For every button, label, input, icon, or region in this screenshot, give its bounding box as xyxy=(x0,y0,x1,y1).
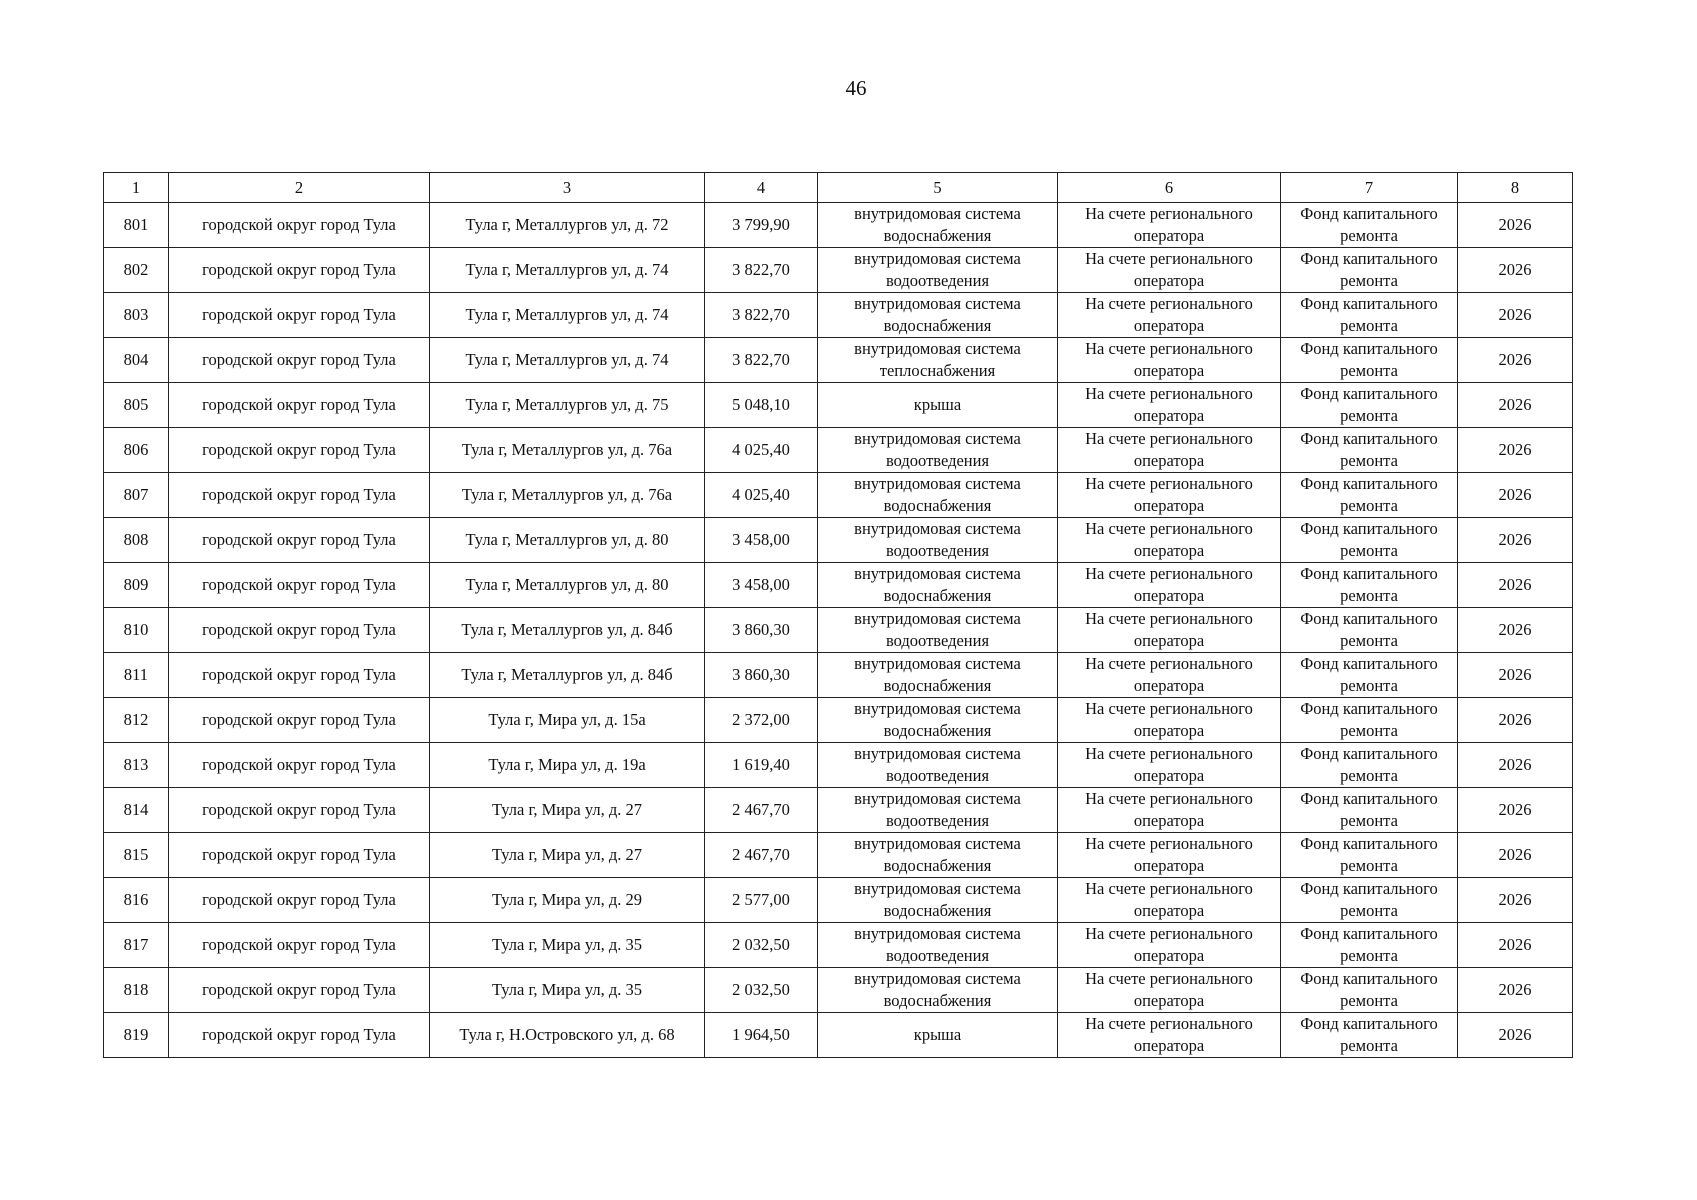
municipality-cell: городской округ город Тула xyxy=(169,968,430,1013)
address-cell: Тула г, Металлургов ул, д. 75 xyxy=(430,383,705,428)
address-cell: Тула г, Мира ул, д. 35 xyxy=(430,968,705,1013)
row-number-cell: 807 xyxy=(104,473,169,518)
work-type-cell: внутридомовая система водоотведения xyxy=(818,743,1058,788)
year-cell: 2026 xyxy=(1458,383,1573,428)
work-type-cell: внутридомовая система водоснабжения xyxy=(818,203,1058,248)
funding-source-cell: Фонд капитального ремонта xyxy=(1281,878,1458,923)
municipality-cell: городской округ город Тула xyxy=(169,383,430,428)
work-type-cell: внутридомовая система водоснабжения xyxy=(818,968,1058,1013)
year-cell: 2026 xyxy=(1458,203,1573,248)
fund-method-cell: На счете регионального оператора xyxy=(1058,833,1281,878)
fund-method-cell: На счете регионального оператора xyxy=(1058,428,1281,473)
year-cell: 2026 xyxy=(1458,608,1573,653)
address-cell: Тула г, Мира ул, д. 15а xyxy=(430,698,705,743)
table-row xyxy=(104,1013,1573,1058)
year-cell: 2026 xyxy=(1458,473,1573,518)
fund-method-cell: На счете регионального оператора xyxy=(1058,653,1281,698)
funding-source-cell: Фонд капитального ремонта xyxy=(1281,338,1458,383)
funding-source-cell: Фонд капитального ремонта xyxy=(1281,293,1458,338)
area-cell: 2 372,00 xyxy=(705,698,818,743)
area-cell: 3 822,70 xyxy=(705,248,818,293)
row-number-cell: 812 xyxy=(104,698,169,743)
work-type-cell: внутридомовая система водоснабжения xyxy=(818,473,1058,518)
funding-source-cell: Фонд капитального ремонта xyxy=(1281,248,1458,293)
fund-method-cell: На счете регионального оператора xyxy=(1058,383,1281,428)
table-row xyxy=(104,653,1573,698)
address-cell: Тула г, Металлургов ул, д. 74 xyxy=(430,338,705,383)
address-cell: Тула г, Металлургов ул, д. 80 xyxy=(430,518,705,563)
address-cell: Тула г, Мира ул, д. 29 xyxy=(430,878,705,923)
fund-method-cell: На счете регионального оператора xyxy=(1058,923,1281,968)
table-row xyxy=(104,293,1573,338)
table-row xyxy=(104,833,1573,878)
work-type-cell: внутридомовая система водоснабжения xyxy=(818,833,1058,878)
work-type-cell: внутридомовая система водоотведения xyxy=(818,788,1058,833)
fund-method-cell: На счете регионального оператора xyxy=(1058,203,1281,248)
municipality-cell: городской округ город Тула xyxy=(169,923,430,968)
year-cell: 2026 xyxy=(1458,833,1573,878)
area-cell: 3 799,90 xyxy=(705,203,818,248)
address-cell: Тула г, Металлургов ул, д. 80 xyxy=(430,563,705,608)
area-cell: 2 032,50 xyxy=(705,968,818,1013)
table-row xyxy=(104,923,1573,968)
funding-source-cell: Фонд капитального ремонта xyxy=(1281,428,1458,473)
table-row xyxy=(104,203,1573,248)
work-type-cell: внутридомовая система водоотведения xyxy=(818,518,1058,563)
municipality-cell: городской округ город Тула xyxy=(169,518,430,563)
work-type-cell: внутридомовая система водоснабжения xyxy=(818,653,1058,698)
area-cell: 3 458,00 xyxy=(705,518,818,563)
work-type-cell: крыша xyxy=(818,383,1058,428)
year-cell: 2026 xyxy=(1458,698,1573,743)
column-number: 8 xyxy=(1458,173,1573,203)
row-number-cell: 819 xyxy=(104,1013,169,1058)
funding-source-cell: Фонд капитального ремонта xyxy=(1281,203,1458,248)
capital-repair-table xyxy=(103,172,1573,1058)
fund-method-cell: На счете регионального оператора xyxy=(1058,788,1281,833)
area-cell: 3 458,00 xyxy=(705,563,818,608)
fund-method-cell: На счете регионального оператора xyxy=(1058,968,1281,1013)
address-cell: Тула г, Мира ул, д. 27 xyxy=(430,833,705,878)
work-type-cell: внутридомовая система теплоснабжения xyxy=(818,338,1058,383)
table-row xyxy=(104,518,1573,563)
municipality-cell: городской округ город Тула xyxy=(169,608,430,653)
municipality-cell: городской округ город Тула xyxy=(169,293,430,338)
work-type-cell: внутридомовая система водоснабжения xyxy=(818,698,1058,743)
row-number-cell: 806 xyxy=(104,428,169,473)
municipality-cell: городской округ город Тула xyxy=(169,878,430,923)
address-cell: Тула г, Мира ул, д. 35 xyxy=(430,923,705,968)
table-row xyxy=(104,338,1573,383)
row-number-cell: 811 xyxy=(104,653,169,698)
row-number-cell: 809 xyxy=(104,563,169,608)
year-cell: 2026 xyxy=(1458,293,1573,338)
municipality-cell: городской округ город Тула xyxy=(169,743,430,788)
address-cell: Тула г, Металлургов ул, д. 72 xyxy=(430,203,705,248)
column-number: 5 xyxy=(818,173,1058,203)
area-cell: 4 025,40 xyxy=(705,473,818,518)
year-cell: 2026 xyxy=(1458,563,1573,608)
address-cell: Тула г, Мира ул, д. 27 xyxy=(430,788,705,833)
row-number-cell: 817 xyxy=(104,923,169,968)
address-cell: Тула г, Металлургов ул, д. 74 xyxy=(430,248,705,293)
area-cell: 3 822,70 xyxy=(705,338,818,383)
area-cell: 2 577,00 xyxy=(705,878,818,923)
row-number-cell: 801 xyxy=(104,203,169,248)
area-cell: 2 467,70 xyxy=(705,833,818,878)
fund-method-cell: На счете регионального оператора xyxy=(1058,518,1281,563)
row-number-cell: 815 xyxy=(104,833,169,878)
row-number-cell: 805 xyxy=(104,383,169,428)
funding-source-cell: Фонд капитального ремонта xyxy=(1281,698,1458,743)
funding-source-cell: Фонд капитального ремонта xyxy=(1281,743,1458,788)
table-row xyxy=(104,788,1573,833)
address-cell: Тула г, Н.Островского ул, д. 68 xyxy=(430,1013,705,1058)
table-row xyxy=(104,473,1573,518)
column-number: 3 xyxy=(430,173,705,203)
area-cell: 3 860,30 xyxy=(705,608,818,653)
funding-source-cell: Фонд капитального ремонта xyxy=(1281,923,1458,968)
table-row xyxy=(104,383,1573,428)
funding-source-cell: Фонд капитального ремонта xyxy=(1281,833,1458,878)
table-row xyxy=(104,563,1573,608)
address-cell: Тула г, Мира ул, д. 19а xyxy=(430,743,705,788)
table-row xyxy=(104,248,1573,293)
area-cell: 2 032,50 xyxy=(705,923,818,968)
area-cell: 5 048,10 xyxy=(705,383,818,428)
work-type-cell: внутридомовая система водоотведения xyxy=(818,248,1058,293)
area-cell: 1 964,50 xyxy=(705,1013,818,1058)
column-number: 7 xyxy=(1281,173,1458,203)
table-row xyxy=(104,698,1573,743)
fund-method-cell: На счете регионального оператора xyxy=(1058,338,1281,383)
page-number: 46 xyxy=(845,76,867,100)
municipality-cell: городской округ город Тула xyxy=(169,428,430,473)
year-cell: 2026 xyxy=(1458,968,1573,1013)
work-type-cell: внутридомовая система водоотведения xyxy=(818,428,1058,473)
municipality-cell: городской округ город Тула xyxy=(169,788,430,833)
work-type-cell: внутридомовая система водоснабжения xyxy=(818,878,1058,923)
table-row xyxy=(104,743,1573,788)
year-cell: 2026 xyxy=(1458,923,1573,968)
municipality-cell: городской округ город Тула xyxy=(169,203,430,248)
row-number-cell: 803 xyxy=(104,293,169,338)
year-cell: 2026 xyxy=(1458,338,1573,383)
row-number-cell: 818 xyxy=(104,968,169,1013)
row-number-cell: 810 xyxy=(104,608,169,653)
municipality-cell: городской округ город Тула xyxy=(169,1013,430,1058)
fund-method-cell: На счете регионального оператора xyxy=(1058,293,1281,338)
fund-method-cell: На счете регионального оператора xyxy=(1058,1013,1281,1058)
municipality-cell: городской округ город Тула xyxy=(169,248,430,293)
fund-method-cell: На счете регионального оператора xyxy=(1058,608,1281,653)
column-number: 1 xyxy=(104,173,169,203)
funding-source-cell: Фонд капитального ремонта xyxy=(1281,518,1458,563)
year-cell: 2026 xyxy=(1458,788,1573,833)
funding-source-cell: Фонд капитального ремонта xyxy=(1281,788,1458,833)
work-type-cell: внутридомовая система водоснабжения xyxy=(818,563,1058,608)
fund-method-cell: На счете регионального оператора xyxy=(1058,248,1281,293)
fund-method-cell: На счете регионального оператора xyxy=(1058,698,1281,743)
row-number-cell: 808 xyxy=(104,518,169,563)
area-cell: 4 025,40 xyxy=(705,428,818,473)
table-row xyxy=(104,968,1573,1013)
area-cell: 3 822,70 xyxy=(705,293,818,338)
municipality-cell: городской округ город Тула xyxy=(169,338,430,383)
fund-method-cell: На счете регионального оператора xyxy=(1058,743,1281,788)
area-cell: 3 860,30 xyxy=(705,653,818,698)
funding-source-cell: Фонд капитального ремонта xyxy=(1281,383,1458,428)
row-number-cell: 814 xyxy=(104,788,169,833)
municipality-cell: городской округ город Тула xyxy=(169,698,430,743)
column-number: 6 xyxy=(1058,173,1281,203)
year-cell: 2026 xyxy=(1458,878,1573,923)
area-cell: 2 467,70 xyxy=(705,788,818,833)
municipality-cell: городской округ город Тула xyxy=(169,653,430,698)
year-cell: 2026 xyxy=(1458,653,1573,698)
municipality-cell: городской округ город Тула xyxy=(169,563,430,608)
row-number-cell: 804 xyxy=(104,338,169,383)
column-number: 2 xyxy=(169,173,430,203)
address-cell: Тула г, Металлургов ул, д. 76а xyxy=(430,428,705,473)
row-number-cell: 802 xyxy=(104,248,169,293)
column-number-row xyxy=(104,173,1573,203)
table-row xyxy=(104,878,1573,923)
address-cell: Тула г, Металлургов ул, д. 84б xyxy=(430,608,705,653)
table-row xyxy=(104,608,1573,653)
funding-source-cell: Фонд капитального ремонта xyxy=(1281,1013,1458,1058)
year-cell: 2026 xyxy=(1458,248,1573,293)
area-cell: 1 619,40 xyxy=(705,743,818,788)
work-type-cell: внутридомовая система водоотведения xyxy=(818,923,1058,968)
work-type-cell: крыша xyxy=(818,1013,1058,1058)
table-row xyxy=(104,428,1573,473)
fund-method-cell: На счете регионального оператора xyxy=(1058,563,1281,608)
row-number-cell: 816 xyxy=(104,878,169,923)
year-cell: 2026 xyxy=(1458,743,1573,788)
fund-method-cell: На счете регионального оператора xyxy=(1058,473,1281,518)
work-type-cell: внутридомовая система водоотведения xyxy=(818,608,1058,653)
address-cell: Тула г, Металлургов ул, д. 76а xyxy=(430,473,705,518)
address-cell: Тула г, Металлургов ул, д. 74 xyxy=(430,293,705,338)
year-cell: 2026 xyxy=(1458,428,1573,473)
funding-source-cell: Фонд капитального ремонта xyxy=(1281,653,1458,698)
work-type-cell: внутридомовая система водоснабжения xyxy=(818,293,1058,338)
municipality-cell: городской округ город Тула xyxy=(169,473,430,518)
funding-source-cell: Фонд капитального ремонта xyxy=(1281,563,1458,608)
funding-source-cell: Фонд капитального ремонта xyxy=(1281,608,1458,653)
year-cell: 2026 xyxy=(1458,518,1573,563)
funding-source-cell: Фонд капитального ремонта xyxy=(1281,473,1458,518)
funding-source-cell: Фонд капитального ремонта xyxy=(1281,968,1458,1013)
row-number-cell: 813 xyxy=(104,743,169,788)
year-cell: 2026 xyxy=(1458,1013,1573,1058)
fund-method-cell: На счете регионального оператора xyxy=(1058,878,1281,923)
column-number: 4 xyxy=(705,173,818,203)
municipality-cell: городской округ город Тула xyxy=(169,833,430,878)
address-cell: Тула г, Металлургов ул, д. 84б xyxy=(430,653,705,698)
